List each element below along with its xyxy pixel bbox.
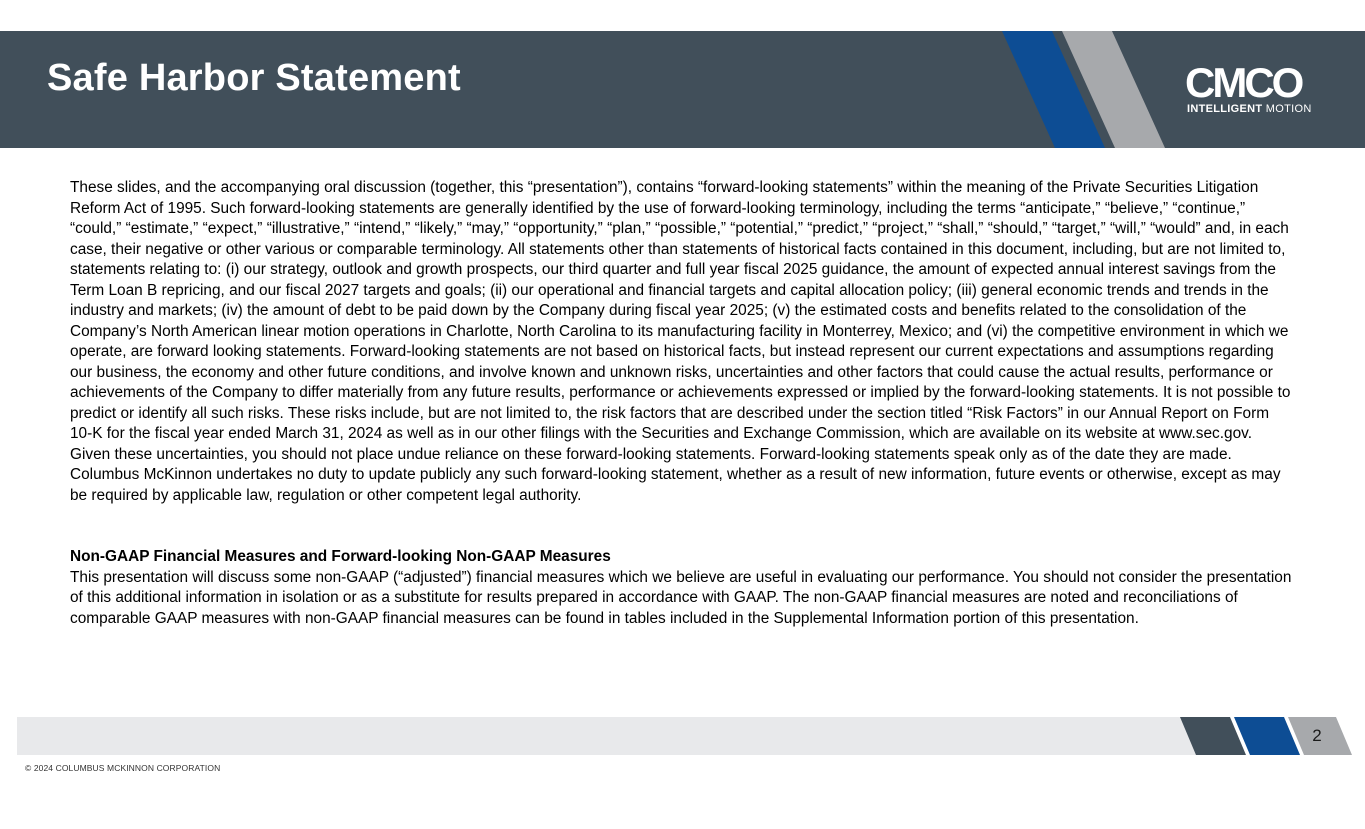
paragraph-gap: [70, 506, 1295, 547]
logo-mark: CMCO: [1185, 61, 1302, 106]
copyright-notice: © 2024 COLUMBUS MCKINNON CORPORATION: [25, 763, 221, 773]
non-gaap-heading: Non-GAAP Financial Measures and Forward-looking Non-GAAP Measures: [70, 548, 611, 565]
logo-tag-bold: INTELLIGENT: [1187, 103, 1263, 115]
safe-harbor-paragraph: These slides, and the accompanying oral discussion (together, this “presentation”), contains “forward-looking statements” within the meaning of the Private Securities Litigation Reform Act of 1995. Such forward-looking statements are generally identified by the use of forward-looking terminology, including the terms “anticipate,” “believe,” “continue,” “could,” “estimate,” “expect,” “illustrative,” “intend,” “likely,” “may,” “opportunity,” “plan,” “possible,” “potential,” “predict,” “project,” “shall,” “should,” “target,” “will,” “would” and, in each case, their negative or other various or comparable terminology. All statements other than statements of historical facts contained in this document, including, but are not limited to, statements relating to: (i) our strategy, outlook and growth prospects, our third quarter and full year fiscal 2025 guidance, the amount of expected annual interest savings from the Term Loan B repricing, and our fiscal 2027 targets and goals; (ii) our operational and financial targets and capital allocation policy; (iii) general economic trends and trends in the industry and markets; (iv) the amount of debt to be paid down by the Company during fiscal year 2025; (v) the estimated costs and benefits related to the consolidation of the Company’s North American linear motion operations in Charlotte, North Carolina to its manufacturing facility in Monterrey, Mexico; and (vi) the competitive environment in which we operate, are forward looking statements. Forward-looking statements are not based on historical facts, but instead represent our current expectations and assumptions regarding our business, the economy and other future conditions, and involve known and unknown risks, uncertainties and other factors that could cause the actual results, performance or achievements of the Company to differ materially from any future results, performance or achievements expressed or implied by the forward-looking statements. It is not possible to predict or identify all such risks. These risks include, but are not limited to, the risk factors that are described under the section titled “Risk Factors” in our Annual Report on Form 10-K for the fiscal year ended March 31, 2024 as well as in our other filings with the Securities and Exchange Commission, which are available on its website at www.sec.gov. Given these uncertainties, you should not place undue reliance on these forward-looking statements. Forward-looking statements speak only as of the date they are made. Columbus McKinnon undertakes no duty to update publicly any such forward-looking statement, whether as a result of new information, future events or otherwise, except as may be required by applicable law, regulation or other competent legal authority.: [70, 179, 1291, 504]
footer-band: [17, 717, 1217, 755]
page-number: 2: [1312, 726, 1322, 745]
non-gaap-paragraph: This presentation will discuss some non-GAAP (“adjusted”) financial measures which we believe are useful in evaluating our performance. You should not consider the presentation of this additional information in isolation or as a substitute for results prepared in accordance with GAAP. The non-GAAP financial measures are noted and reconciliations of comparable GAAP measures with non-GAAP financial measures can be found in tables included in the Supplemental Information portion of this presentation.: [70, 568, 1292, 627]
page-title: Safe Harbor Statement: [47, 57, 461, 99]
footer-chevron-blue: [1234, 717, 1300, 755]
logo-tag-light: MOTION: [1265, 103, 1312, 115]
footer-chevron-dark: [1180, 717, 1246, 755]
content-body: [70, 178, 1295, 629]
header-banner: [0, 31, 1365, 148]
footer-chevrons: [1150, 717, 1365, 755]
logo-tagline: [1187, 103, 1312, 115]
